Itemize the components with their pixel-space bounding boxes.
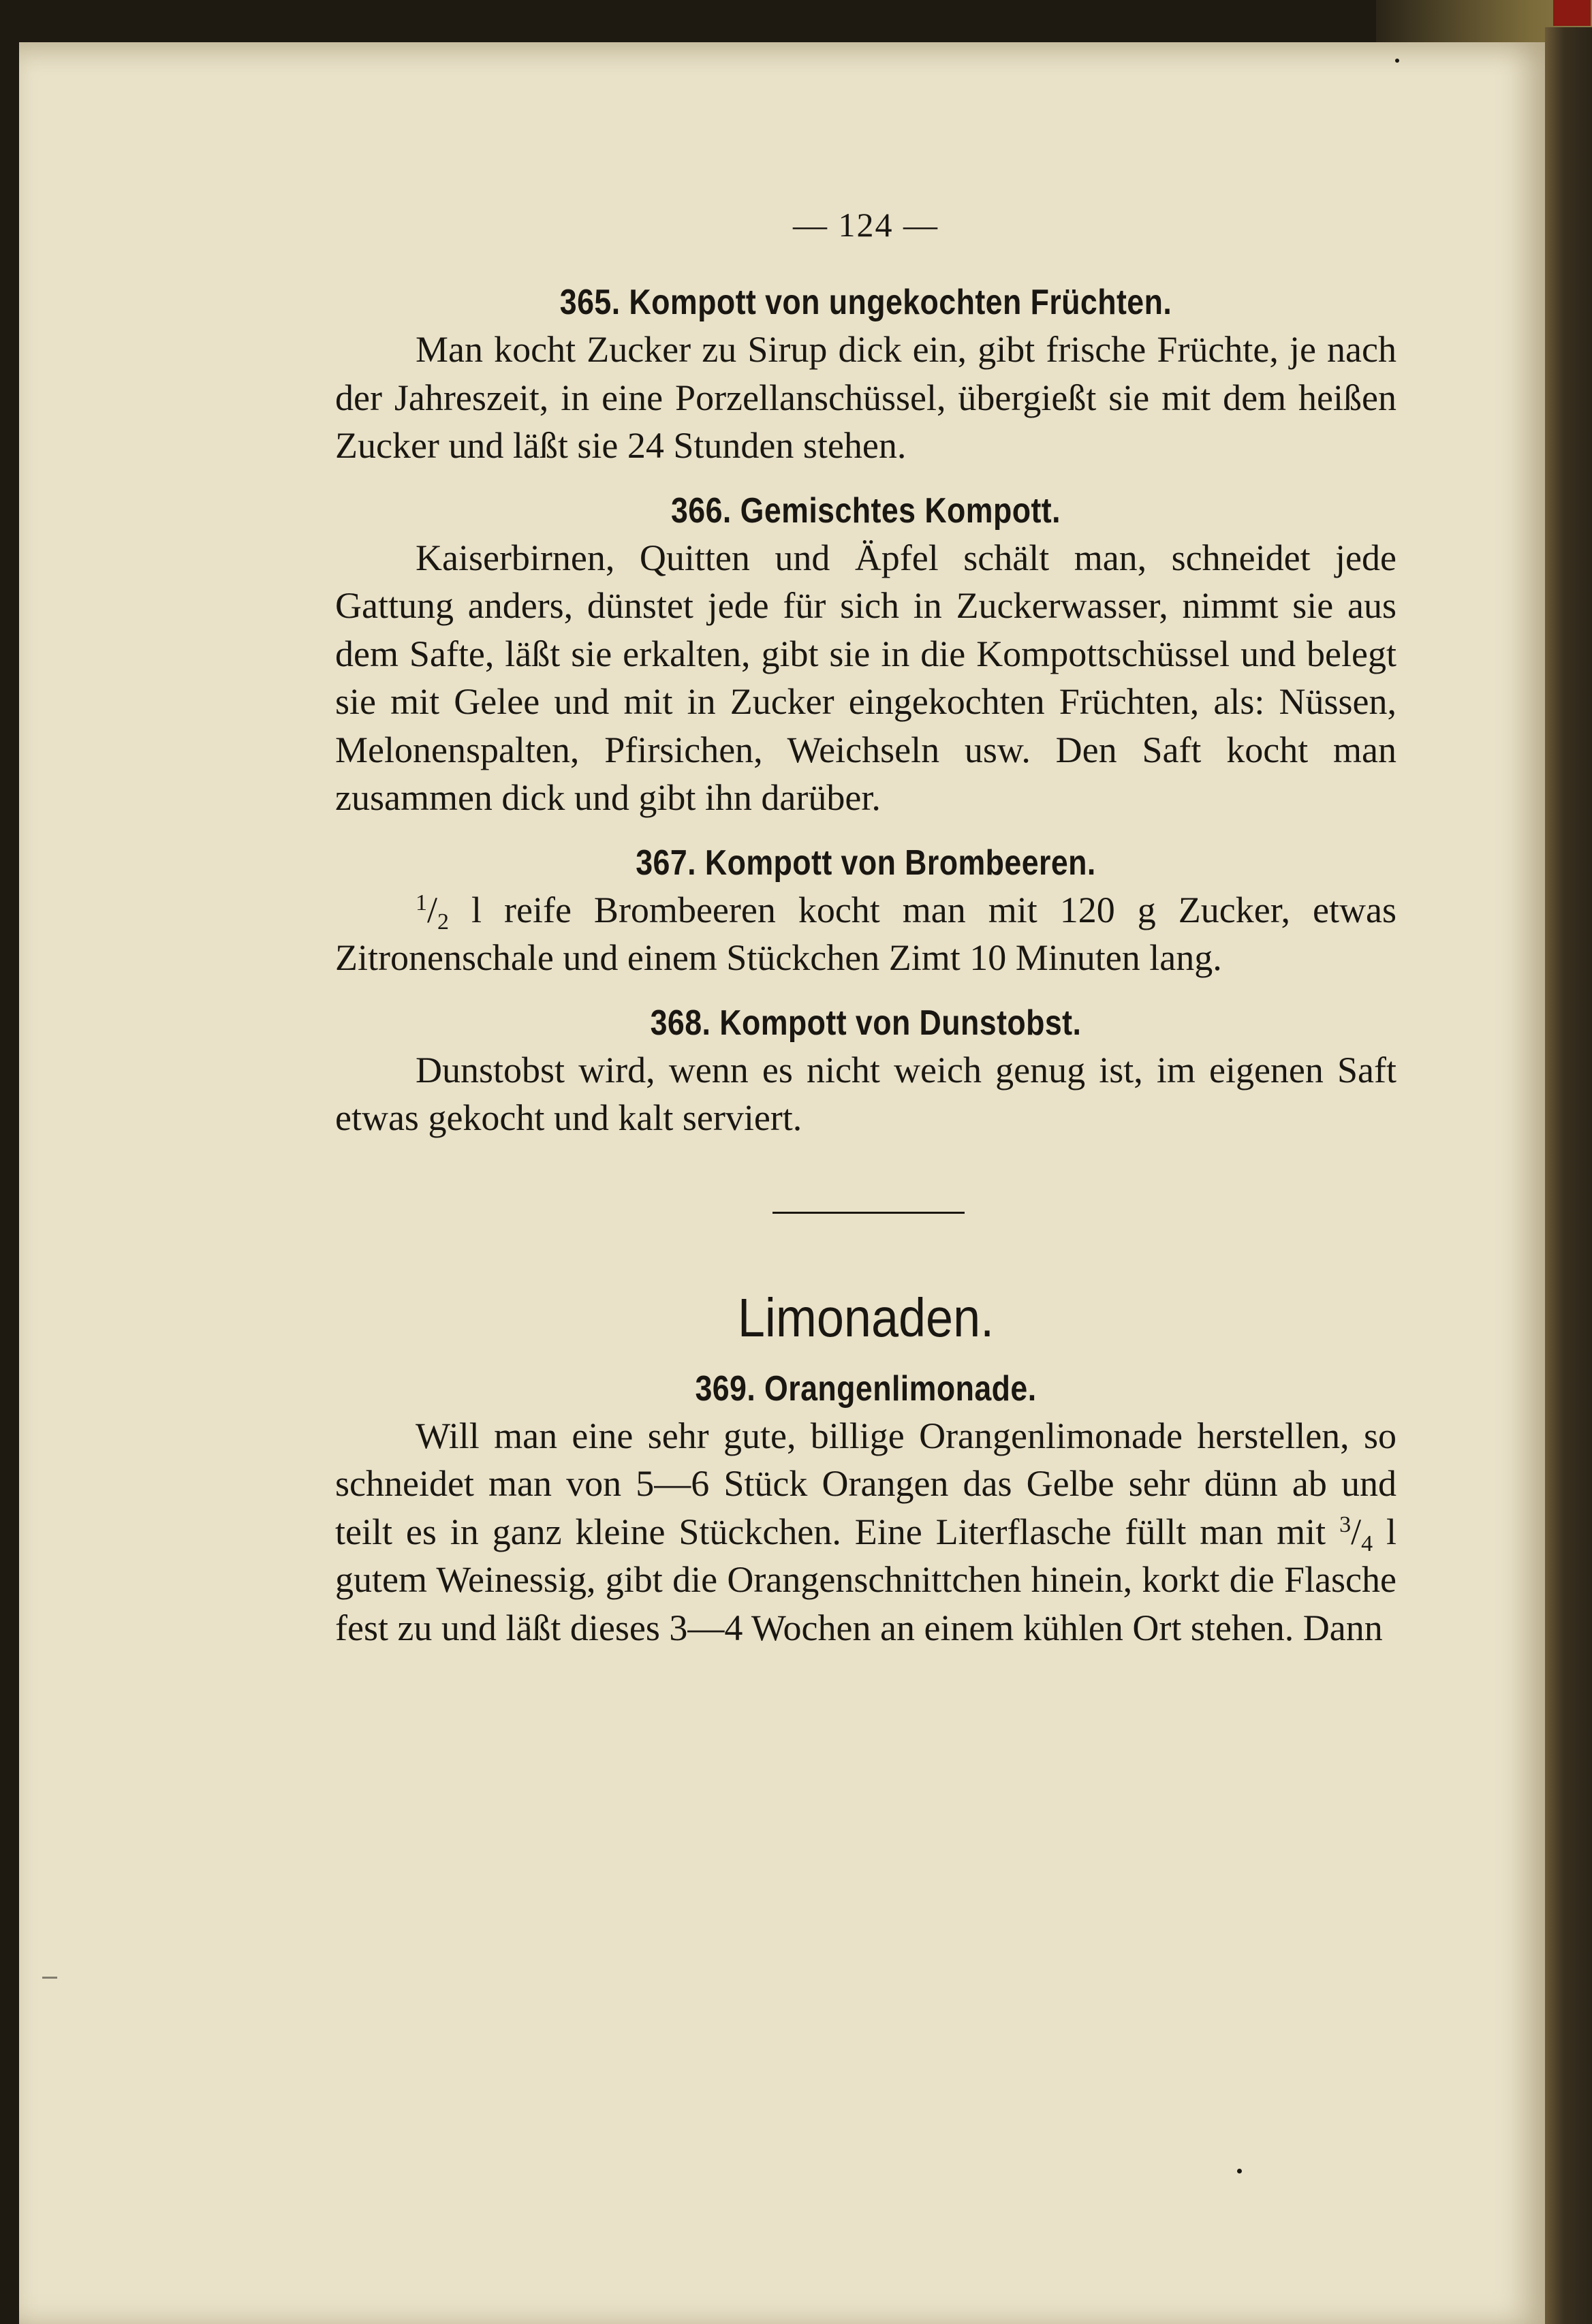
recipe-text-369: Will man eine sehr gute, billige Orangenlimonade herstellen, so schneidet man von 5—6 Stück Orangen das Gelbe sehr dünn ab und teilt es in ganz kleine Stückchen. Eine Literflasche füllt man mit $^3/_4$ l gutem Weinessig, gibt die Orangenschnittchen hinein, korkt die Flasche fest zu und läßt dieses 3—4 Wochen an einem kühlen Ort stehen. Dann: [335, 1415, 1396, 1648]
recipe-text-367: $^1/_2$ l reife Brombeeren kocht man mit 120 g Zucker, etwas Zitronenschale und einem Stückchen Zimt 10 Minuten lang.: [335, 889, 1396, 978]
page-content: [335, 198, 1396, 1652]
section-divider: [335, 1142, 1396, 1251]
recipe-text-366: Kaiserbirnen, Quitten und Äpfel schält man, schneidet jede Gattung anders, dünstet jede für sich in Zuckerwasser, nimmt sie aus dem Safte, läßt sie erkalten, gibt sie in die Kompottschüssel und belegt sie mit Gelee und mit in Zucker eingekochten Früchten, als: Nüssen, Melonenspalten, Pfirsichen, Weichseln usw. Den Saft kocht man zusammen dick und gibt ihn darüber.: [335, 537, 1396, 818]
ink-fleck: [1395, 59, 1399, 63]
recipe-text-368: Dunstobst wird, wenn es nicht weich genug ist, im eigenen Saft etwas gekocht und kalt serviert.: [335, 1049, 1396, 1138]
fraction-half: $^1/_2$: [416, 889, 450, 935]
recipe-heading-367: 367. Kompott von Brombeeren.: [636, 843, 1096, 883]
page-number: — 124 —: [793, 206, 939, 244]
book-spine-edge: [1545, 27, 1592, 2324]
fraction-three-quarters: $^3/_4$: [1339, 1511, 1373, 1556]
recipe-heading-365: 365. Kompott von ungekochten Früchten.: [559, 283, 1172, 322]
recipe-heading-366: 366. Gemischtes Kompott.: [671, 490, 1061, 531]
divider-rule: [772, 1212, 965, 1214]
color-calibration-mark: [1553, 0, 1591, 26]
margin-mark: [42, 1977, 57, 1979]
recipe-heading-369: 369. Orangenlimonade.: [695, 1368, 1037, 1409]
ink-fleck: [1237, 2169, 1242, 2173]
section-title: Limonaden.: [737, 1287, 995, 1348]
recipe-heading-368: 368. Kompott von Dunstobst.: [650, 1003, 1082, 1043]
recipe-text-365: Man kocht Zucker zu Sirup dick ein, gibt frische Früchte, je nach der Jahreszeit, in eine Porzellanschüssel, übergießt sie mit dem heißen Zucker und läßt sie 24 Stunden stehen.: [335, 329, 1396, 466]
